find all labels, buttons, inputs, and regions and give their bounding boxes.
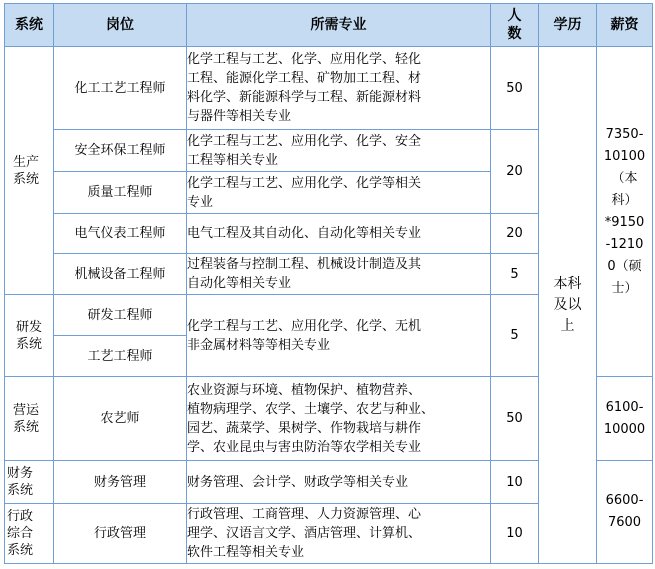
header-count-bottom: 数 — [507, 26, 522, 42]
count-cell: 10 — [491, 461, 539, 504]
major-line: 化学工程与工艺、应用化学、化学等相关 — [187, 175, 422, 191]
education-line: 本科 — [553, 275, 582, 292]
table-row — [5, 47, 653, 130]
major-cell — [187, 504, 491, 564]
major-line: 电气工程及其自动化、自动化等相关专业 — [187, 226, 422, 241]
system-text: 研发 — [15, 319, 42, 335]
system-research — [5, 295, 54, 377]
position-cell: 农艺师 — [54, 377, 187, 461]
system-operations — [5, 377, 54, 461]
position-cell: 研发工程师 — [54, 295, 187, 336]
salary-line: 10000 — [603, 421, 646, 437]
count-cell: 5 — [491, 254, 539, 295]
major-line: 理学、汉语言文学、酒店管理、计算机、 — [187, 526, 422, 541]
position-cell: 财务管理 — [54, 461, 187, 504]
system-text: 营运 — [13, 402, 40, 418]
major-line: 植物病理学、农学、土壤学、农艺与种业、 — [187, 401, 435, 417]
header-system: 系统 — [5, 4, 54, 47]
system-text: 系统 — [15, 336, 42, 352]
header-major: 所需专业 — [187, 4, 491, 47]
header-count — [491, 4, 539, 47]
position-cell: 机械设备工程师 — [54, 254, 187, 295]
count-cell: 5 — [491, 295, 539, 377]
system-admin — [5, 504, 54, 564]
major-line: 软件工程等相关专业 — [187, 545, 305, 560]
salary-line: 0（硕 — [607, 258, 642, 274]
salary-line: 6600- — [605, 493, 644, 508]
header-position: 岗位 — [54, 4, 187, 47]
salary-line: （本 — [611, 170, 638, 186]
system-text: 综合 — [7, 526, 34, 541]
position-cell: 安全环保工程师 — [54, 130, 187, 172]
major-line: 料化学、新能源科学与工程、新能源材料 — [187, 90, 422, 105]
salary-office — [597, 461, 653, 564]
salary-line: 7600 — [607, 515, 642, 530]
count-cell: 20 — [491, 214, 539, 254]
system-text: 财务 — [7, 466, 34, 481]
count-cell: 50 — [491, 377, 539, 461]
count-cell: 20 — [491, 130, 539, 214]
system-production — [5, 47, 54, 295]
major-cell — [187, 461, 491, 504]
major-line: 自动化等相关专业 — [187, 276, 292, 291]
salary-line: 科） — [611, 192, 638, 208]
system-text: 生产 — [13, 154, 40, 170]
salary-agronomy — [597, 377, 653, 461]
header-salary: 薪资 — [597, 4, 653, 47]
header-count-top: 人 — [507, 8, 522, 24]
salary-line: -1210 — [605, 236, 644, 252]
major-line: 财务管理、会计学、财政学等相关专业 — [187, 474, 409, 490]
position-cell: 行政管理 — [54, 504, 187, 564]
education-cell — [539, 47, 597, 564]
major-line: 化学工程与工艺、应用化学、化学、安全 — [187, 133, 422, 149]
major-line: 化学工程与工艺、化学、应用化学、轻化 — [187, 52, 422, 67]
major-cell — [187, 295, 491, 377]
header-education: 学历 — [539, 4, 597, 47]
major-line: 学、农业昆虫与害虫防治等农学相关专业 — [187, 439, 422, 455]
major-cell — [187, 254, 491, 295]
position-cell: 电气仪表工程师 — [54, 214, 187, 254]
major-cell — [187, 172, 491, 214]
system-text: 系统 — [7, 543, 34, 558]
major-cell — [187, 130, 491, 172]
position-cell: 质量工程师 — [54, 172, 187, 214]
education-line: 上 — [560, 317, 575, 334]
major-line: 化学工程与工艺、应用化学、化学、无机 — [187, 318, 422, 334]
major-cell — [187, 47, 491, 130]
system-finance — [5, 461, 54, 504]
system-text: 系统 — [7, 483, 34, 498]
count-cell: 10 — [491, 504, 539, 564]
major-line: 专业 — [187, 194, 214, 210]
major-cell — [187, 377, 491, 461]
system-text: 系统 — [13, 419, 40, 435]
major-line: 非金属材料等等相关专业 — [187, 337, 331, 353]
education-line: 及以 — [553, 296, 582, 313]
salary-line: 7350- — [605, 126, 644, 142]
salary-line: *9150 — [604, 214, 645, 230]
salary-line: 士） — [611, 280, 638, 296]
header-row — [5, 4, 653, 47]
major-line: 与器件等相关专业 — [187, 109, 292, 124]
count-cell: 50 — [491, 47, 539, 130]
salary-line: 6100- — [605, 399, 644, 415]
major-cell — [187, 214, 491, 254]
major-line: 过程装备与控制工程、机械设计制造及其 — [187, 257, 422, 272]
major-line: 工程等相关专业 — [187, 152, 279, 168]
system-text: 行政 — [7, 509, 34, 524]
recruitment-table — [4, 3, 653, 564]
position-cell: 化工工艺工程师 — [54, 47, 187, 130]
major-line: 农业资源与环境、植物保护、植物营养、 — [187, 382, 422, 398]
salary-engineering — [597, 47, 653, 377]
major-line: 园艺、蔬菜学、果树学、作物栽培与耕作 — [187, 420, 422, 436]
system-text: 系统 — [13, 171, 40, 187]
salary-line: 10100 — [603, 148, 646, 164]
major-line: 行政管理、工商管理、人力资源管理、心 — [187, 507, 422, 522]
major-line: 工程、能源化学工程、矿物加工工程、材 — [187, 71, 422, 86]
position-cell: 工艺工程师 — [54, 336, 187, 377]
